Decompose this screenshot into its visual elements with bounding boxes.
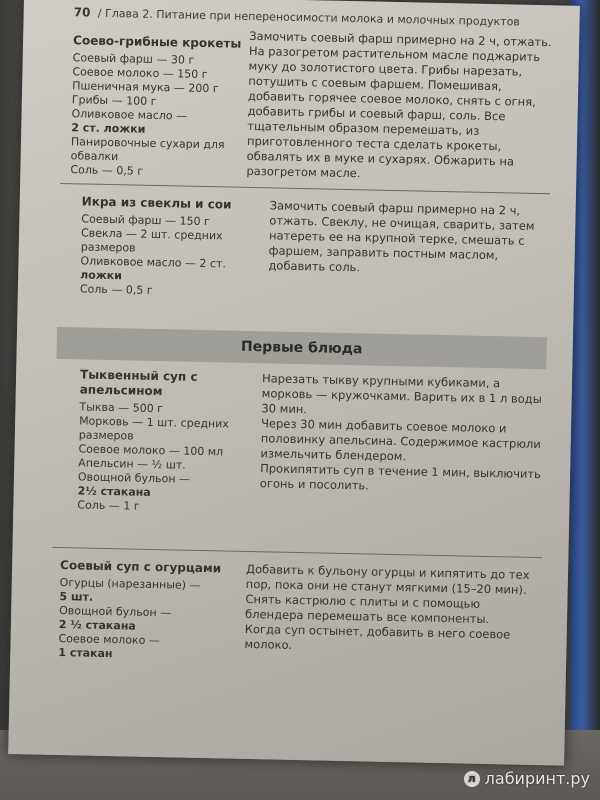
ingredient-name: Соевое молоко — 100 мл [78, 442, 224, 459]
page-number: 70 [73, 5, 91, 20]
ingredient-item [71, 107, 242, 139]
recipe-title: Тыквенный суп с апельсином [79, 367, 198, 399]
ingredient-name: Овощной бульон — [59, 604, 172, 620]
ingredient-item [59, 576, 230, 608]
ingredient-item [70, 163, 240, 181]
ingredient-name: Оливковое масло — [71, 107, 188, 123]
ingredient-name: Свекла — 2 шт. средних размеров [80, 226, 223, 255]
ingredient-item [80, 254, 251, 286]
instruction-step: Когда суп остынет, добавить в него соевое молоко. [244, 621, 511, 652]
ingredient-name: Тыква — 500 г [79, 400, 164, 416]
ingredient-amount: ложки [80, 268, 123, 283]
instruction-step: Через 30 мин добавить соевое молоко и половинку апельсина. Содержимое кастрюли измельчить блендером. [260, 416, 541, 464]
ingredient-amount: 5 шт. [59, 590, 94, 604]
ingredient-item [71, 135, 242, 167]
ingredient-name: Соевый фарш — 150 г [81, 212, 210, 229]
ingredient-name: Пшеничная мука — 200 г [72, 79, 219, 96]
ingredient-item [81, 226, 252, 258]
ingredient-amount: 2½ стакана [77, 484, 151, 499]
ingredient-item [80, 282, 250, 300]
ingredients-column [60, 25, 243, 177]
ingredient-amount: 2 ст. ложки [71, 121, 146, 136]
ingredient-item [59, 604, 230, 636]
recipe-beet-soy-caviar [57, 184, 550, 319]
ingredient-item [79, 414, 250, 446]
instruction-step: Замочить соевый фарш примерно на 2 ч, отжать. Свеклу, не очищая, сварить, затем натереть ее на крупной терке, смешать с фаршем, заправить постным маслом, добавить соль. [268, 198, 535, 275]
recipe-soy-cucumber-soup [50, 548, 543, 688]
ingredient-name: Морковь — 1 шт. средних размеров [78, 414, 230, 443]
recipe-list [50, 25, 554, 688]
instructions-column [240, 29, 553, 183]
ingredient-amount: 1 стакан [58, 646, 113, 661]
labirint-logo-icon: л [464, 771, 480, 787]
instructions-column [247, 371, 546, 535]
recipe-title: Соево-грибные крокеты [72, 33, 242, 51]
ingredient-name: Оливковое масло — 2 ст. [80, 254, 227, 271]
instruction-step: Снять кастрюлю с плиты и с помощью блендера перемешать все компоненты. [244, 591, 490, 627]
ingredient-name: Соевое молоко — 150 г [72, 65, 208, 82]
instructions-column [249, 198, 549, 319]
ingredient-item [78, 470, 249, 502]
recipe-soy-mushroom-croquettes [60, 25, 553, 183]
recipe-title: Икра из свеклы и сои [81, 194, 232, 212]
recipe-title: Соевый суп с огурцами [59, 558, 222, 576]
ingredient-name: Панировочные сухари для обвалки [70, 135, 225, 164]
section-header: Первые блюда [56, 327, 547, 369]
watermark [464, 769, 590, 788]
ingredient-name: Грибы — 100 г [71, 93, 157, 108]
ingredient-amount: 2 ½ стакана [58, 618, 136, 633]
recipe-pumpkin-soup [53, 359, 546, 535]
ingredient-item [58, 632, 229, 664]
chapter-title: / Глава 2. Питание при непереносимости молока и молочных продуктов [97, 6, 521, 29]
instruction-step: Добавить к бульону огурцы и кипятить до тех пор, пока они не станут мягкими (15–20 мин). [245, 561, 530, 597]
ingredient-name: Соль — 0,5 г [79, 282, 153, 297]
ingredients-column [53, 367, 250, 529]
ingredient-name: Соевое молоко — [58, 632, 161, 648]
watermark-text: лабиринт.ру [484, 769, 590, 788]
ingredients-column [50, 558, 230, 682]
ingredient-name: Соль — 1 г [77, 498, 140, 513]
instruction-step: Прокипятить суп в течение 1 мин, выключить огонь и посолить. [259, 461, 542, 493]
instruction-step: Нарезать тыкву крупными кубиками, а морковь — кружочками. Варить их в 1 л воды 30 мин. [261, 371, 542, 417]
ingredient-item [77, 498, 247, 516]
ingredient-name: Огурцы (нарезанные) — [59, 576, 201, 593]
book-page [8, 0, 580, 766]
ingredient-name: Апельсин — ½ шт. [78, 456, 186, 472]
ingredient-name: Овощной бульон — [77, 470, 191, 486]
ingredient-name: Соль — 0,5 г [70, 163, 144, 178]
ingredients-column [57, 194, 251, 313]
ingredient-name: Соевый фарш — 30 г [72, 51, 195, 67]
instructions-column [228, 562, 542, 689]
instruction-step: Замочить соевый фарш примерно на 2 ч, отжать. На разогретом растительном масле поджарить муку до золотистого цвета. Грибы нарезать, потушить с соевым фаршем. Помешивая, добавить горячее соевое молоко, снять с огня, добавить грибы и соевый фарш, соль. Все тщательным образом перемешать, из приготовленного теста сделать крокеты, обвалять их в муке и сухарях. Обжарить на разогретом масле. [246, 28, 552, 181]
